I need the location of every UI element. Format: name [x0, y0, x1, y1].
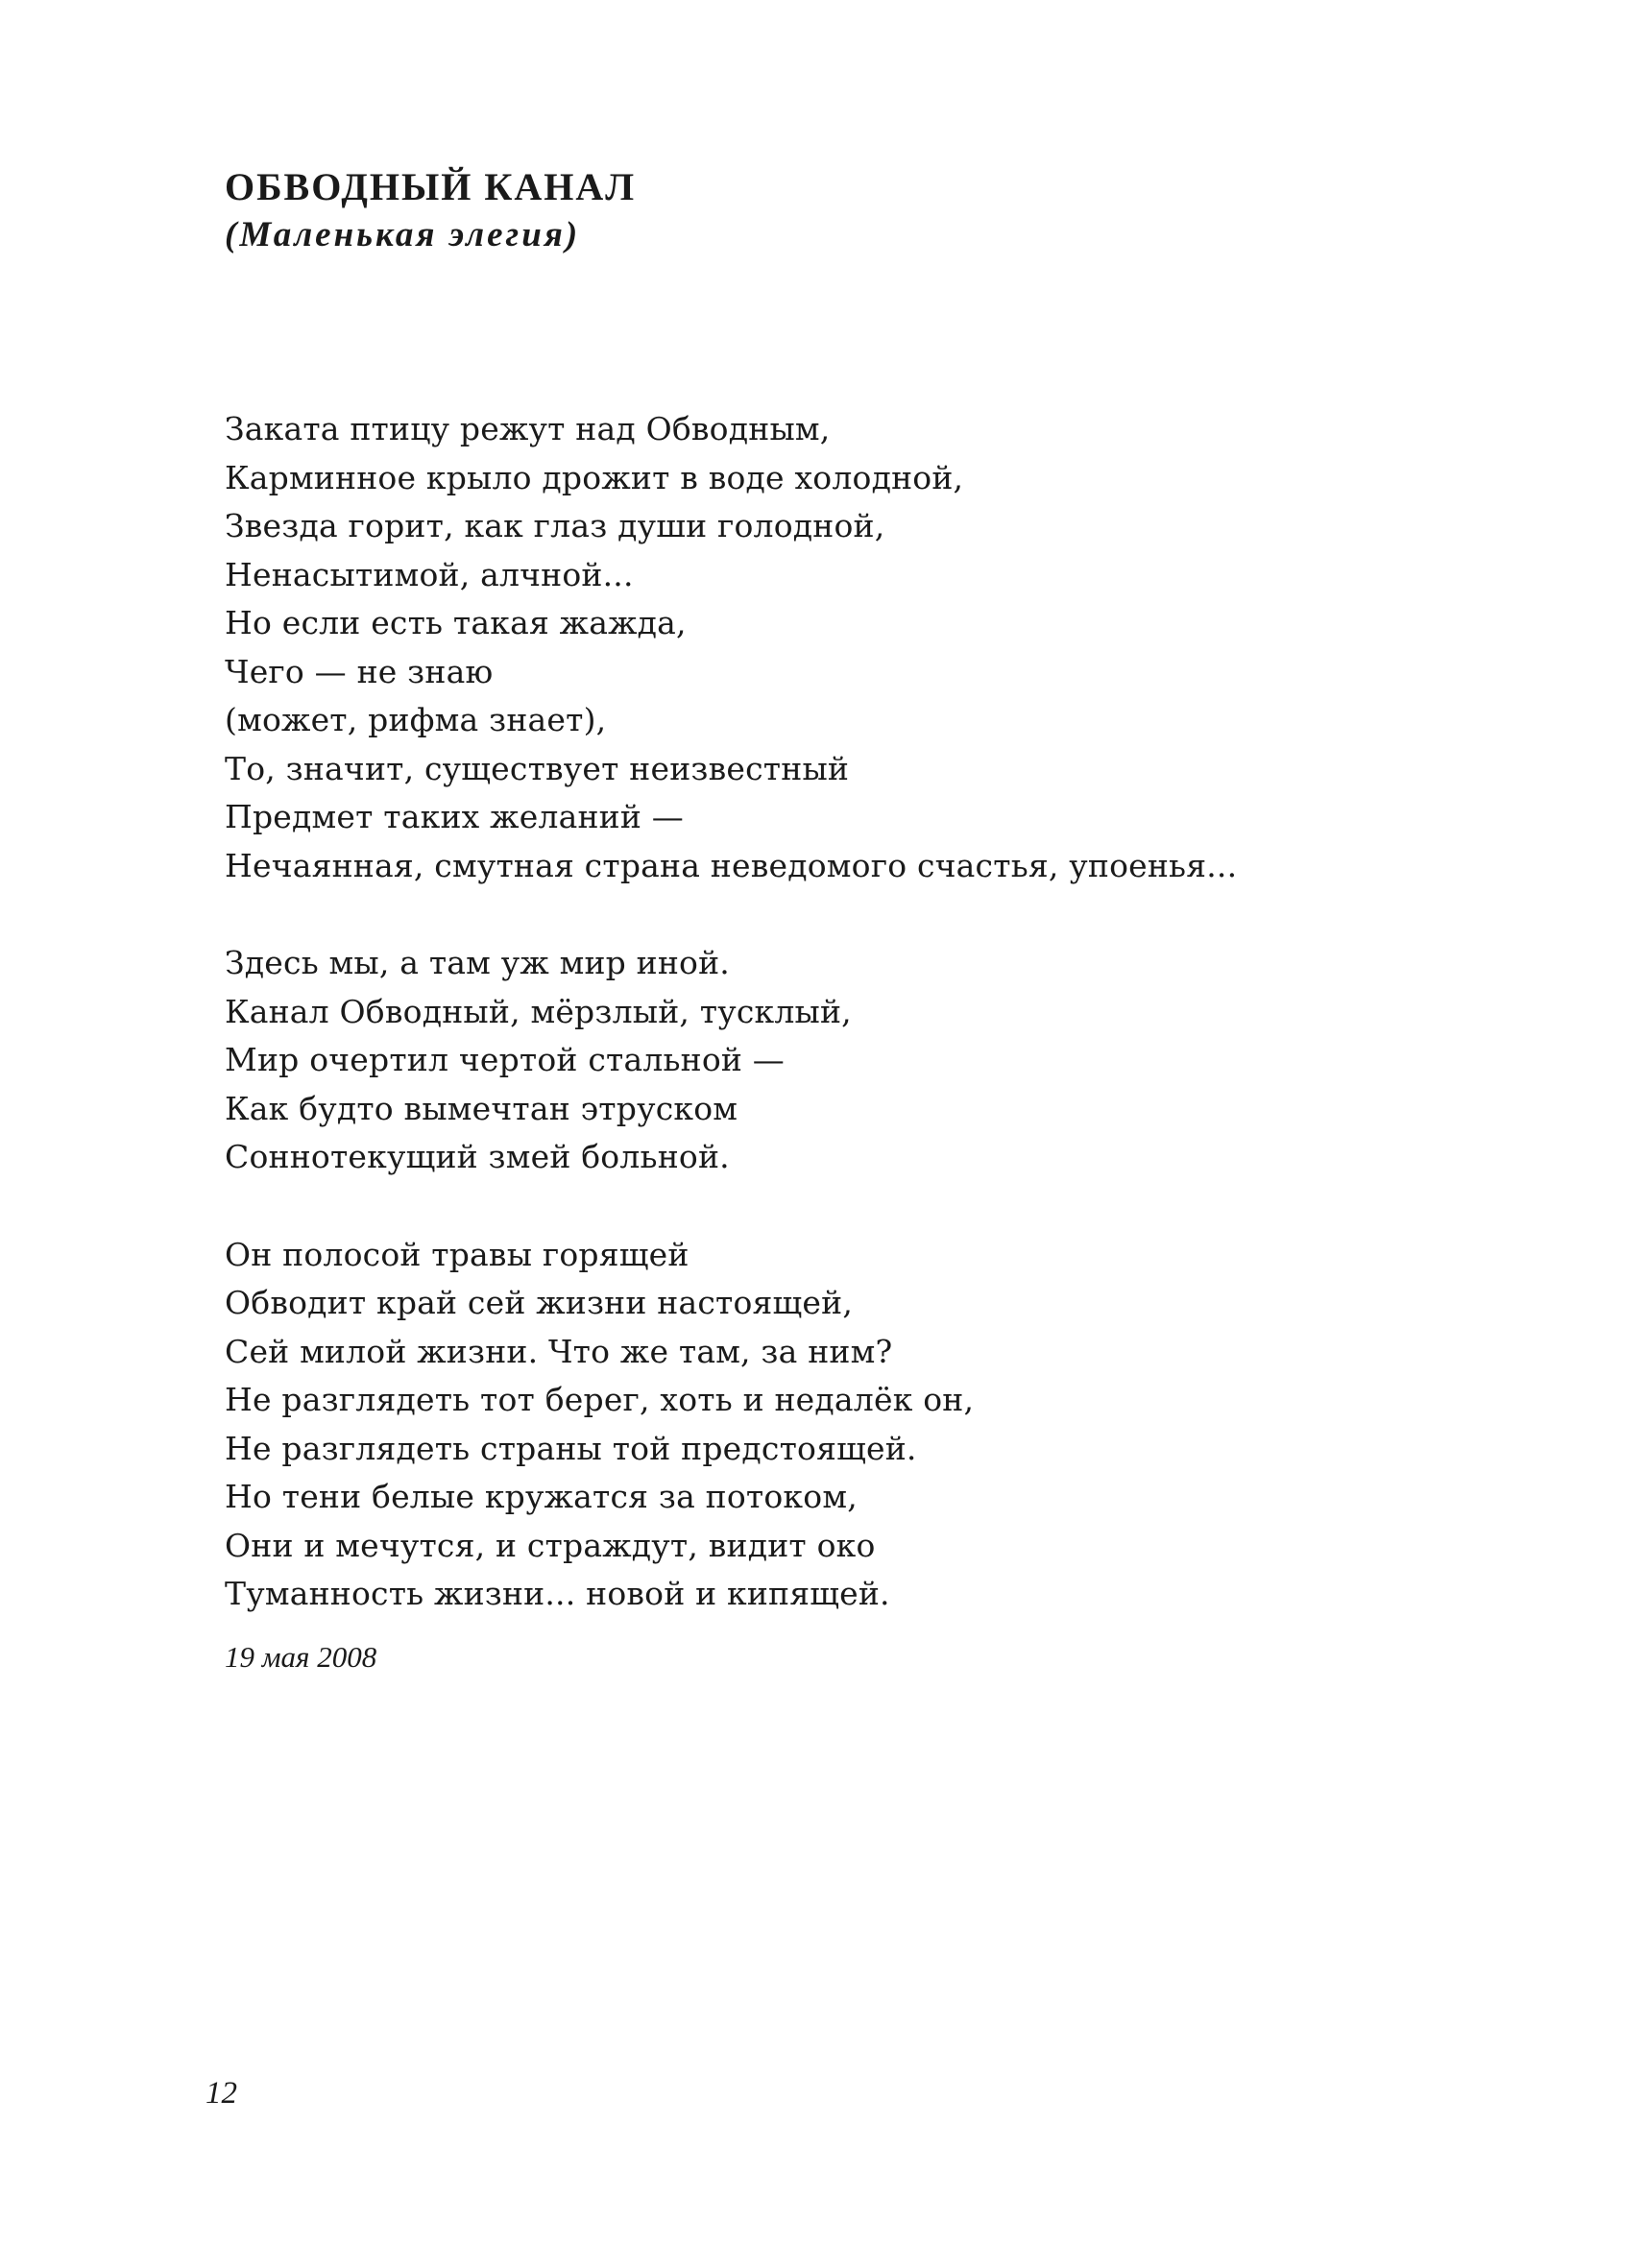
poem-title: ОБВОДНЫЙ КАНАЛ — [225, 165, 637, 208]
poem-line: Обводит край сей жизни настоящей, — [225, 1284, 854, 1321]
poem-line: Карминное крыло дрожит в воде холодной, — [225, 458, 964, 496]
poem-line: Заката птицу режут над Обводным, — [225, 410, 831, 447]
poem-line: Ненасытимой, алчной... — [225, 555, 634, 593]
page-number: 12 — [206, 2076, 237, 2111]
poem-line: Канал Обводный, мёрзлый, тусклый, — [225, 992, 852, 1030]
poem-line: Он полосой травы горящей — [225, 1235, 689, 1273]
poem-line: Сей милой жизни. Что же там, за ним? — [225, 1332, 893, 1370]
poem-subtitle: (Маленькая элегия) — [225, 215, 581, 254]
poem-line: Как будто вымечтан этруском — [225, 1089, 738, 1127]
poem-line: Предмет таких желаний — — [225, 798, 684, 835]
poem-line: (может, рифма знает), — [225, 701, 607, 738]
poem-line: Не разглядеть тот берег, хоть и недалёк он, — [225, 1381, 975, 1418]
poem-line: Чего — не знаю — [225, 652, 494, 690]
poem-date: 19 мая 2008 — [225, 1640, 377, 1674]
stanza-3 — [225, 1231, 1473, 1619]
poem-line: Но тени белые кружатся за потоком, — [225, 1478, 858, 1515]
stanza-1 — [225, 405, 1473, 890]
poem-line: Звезда горит, как глаз души голодной, — [225, 507, 885, 544]
poem-line: Здесь мы, а там уж мир иной. — [225, 944, 730, 981]
poem-line: Не разглядеть страны той предстоящей. — [225, 1429, 917, 1467]
poem-line: Нечаянная, смутная страна неведомого счастья, упоенья... — [225, 846, 1238, 884]
stanza-2 — [225, 939, 1473, 1182]
poem-line: Они и мечутся, и страждут, видит око — [225, 1526, 876, 1564]
poem-line: Мир очертил чертой стальной — — [225, 1041, 786, 1078]
poem-line: Соннотекущий змей больной. — [225, 1138, 730, 1175]
poem-line: То, значит, существует неизвестный — [225, 749, 850, 787]
poem-line: Туманность жизни... новой и кипящей. — [225, 1575, 890, 1612]
poem-body — [225, 405, 1473, 1668]
poem-line: Но если есть такая жажда, — [225, 604, 687, 641]
